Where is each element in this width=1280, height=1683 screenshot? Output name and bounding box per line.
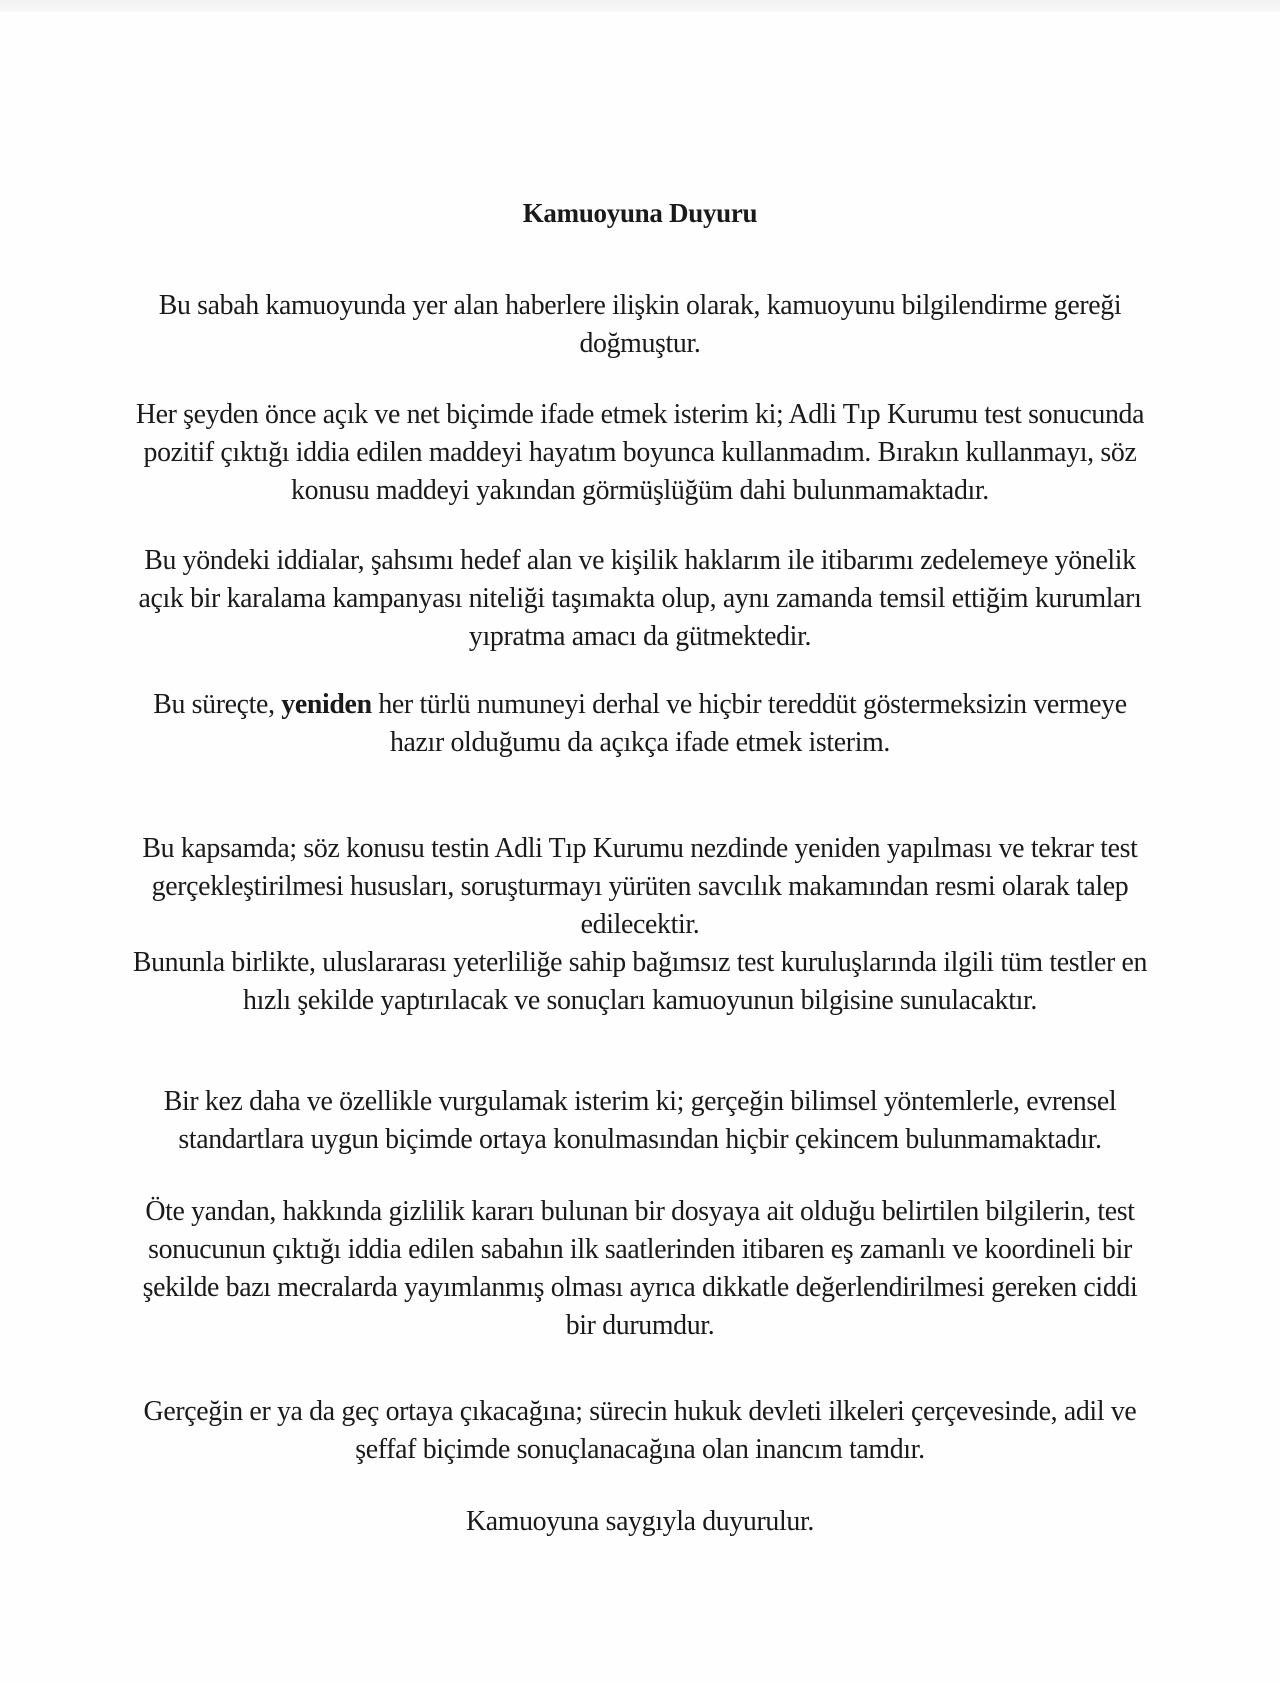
text-line: yıpratma amacı da gütmektedir.	[468, 621, 812, 652]
paragraph-retest	[0, 830, 1280, 1020]
text-line: açık bir karalama kampanyası niteliği taşımakta olup, aynı zamanda temsil ettiğim kurumları	[138, 583, 1142, 614]
text-line: sonucunun çıktığı iddia edilen sabahın ilk saatlerinden itibaren eş zamanlı ve koordineli bir	[148, 1234, 1132, 1265]
text-line: Bir kez daha ve özellikle vurgulamak isterim ki; gerçeğin bilimsel yöntemlerle, evrensel	[163, 1086, 1117, 1117]
paragraph-denial	[0, 396, 1280, 510]
text-line: Bununla birlikte, uluslararası yeterliliğe sahip bağımsız test kuruluşlarında ilgili tüm testler en	[132, 947, 1148, 978]
text-line: Bu yöndeki iddialar, şahsımı hedef alan ve kişilik haklarım ile itibarımı zedelemeye yönelik	[144, 545, 1136, 576]
text-line: hızlı şekilde yaptırılacak ve sonuçları kamuoyunun bilgisine sunulacaktır.	[242, 985, 1038, 1016]
paragraph-campaign	[0, 542, 1280, 656]
text-segment: Bu süreçte,	[153, 689, 282, 720]
paragraph-sample	[0, 686, 1280, 762]
text-line: şeffaf biçimde sonuçlanacağına olan inancım tamdır.	[355, 1434, 925, 1465]
paragraph-leak	[0, 1193, 1280, 1345]
text-line: konusu maddeyi yakından görmüşlüğüm dahi bulunmamaktadır.	[291, 475, 989, 506]
paragraph-intro	[0, 287, 1280, 363]
text-line: şekilde bazı mecralarda yayımlanmış olması ayrıca dikkatle değerlendirilmesi gereken ciddi	[142, 1272, 1138, 1303]
text-line: Gerçeğin er ya da geç ortaya çıkacağına; sürecin hukuk devleti ilkeleri çerçevesinde, adil ve	[143, 1396, 1137, 1427]
bold-emphasis: yeniden	[281, 689, 372, 720]
text-line: hazır olduğumu da açıkça ifade etmek isterim.	[389, 727, 891, 758]
text-segment: her türlü numuneyi derhal ve hiçbir tereddüt göstermeksizin vermeye	[371, 689, 1127, 720]
document-title: Kamuoyuna Duyuru	[522, 198, 758, 228]
text-line: standartlara uygun biçimde ortaya konulmasından hiçbir çekincem bulunmamaktadır.	[178, 1124, 1102, 1155]
text-line: Her şeyden önce açık ve net biçimde ifade etmek isterim ki; Adli Tıp Kurumu test sonucunda	[135, 399, 1145, 430]
paragraph-belief	[0, 1393, 1280, 1469]
text-line: gerçekleştirilmesi hususları, soruşturmayı yürüten savcılık makamından resmi olarak talep	[151, 871, 1129, 902]
text-line: pozitif çıktığı iddia edilen maddeyi hayatım boyunca kullanmadım. Bırakın kullanmayı, söz	[143, 437, 1137, 468]
text-line: Bu kapsamda; söz konusu testin Adli Tıp Kurumu nezdinde yeniden yapılması ve tekrar test	[142, 833, 1138, 864]
text-line: Bu sabah kamuoyunda yer alan haberlere ilişkin olarak, kamuoyunu bilgilendirme gereği	[158, 290, 1122, 321]
text-line: Öte yandan, hakkında gizlilik kararı bulunan bir dosyaya ait olduğu belirtilen bilgilerin, test	[145, 1196, 1135, 1227]
text-line: edilecektir.	[580, 909, 700, 940]
text-line	[15, 686, 1265, 724]
text-line: bir durumdur.	[565, 1310, 715, 1341]
paragraph-emphasis	[0, 1083, 1280, 1159]
text-line: doğmuştur.	[579, 328, 701, 359]
closing-line	[0, 1503, 1280, 1541]
text-line: Kamuoyuna saygıyla duyurulur.	[466, 1506, 814, 1537]
top-edge-band	[0, 0, 1280, 12]
